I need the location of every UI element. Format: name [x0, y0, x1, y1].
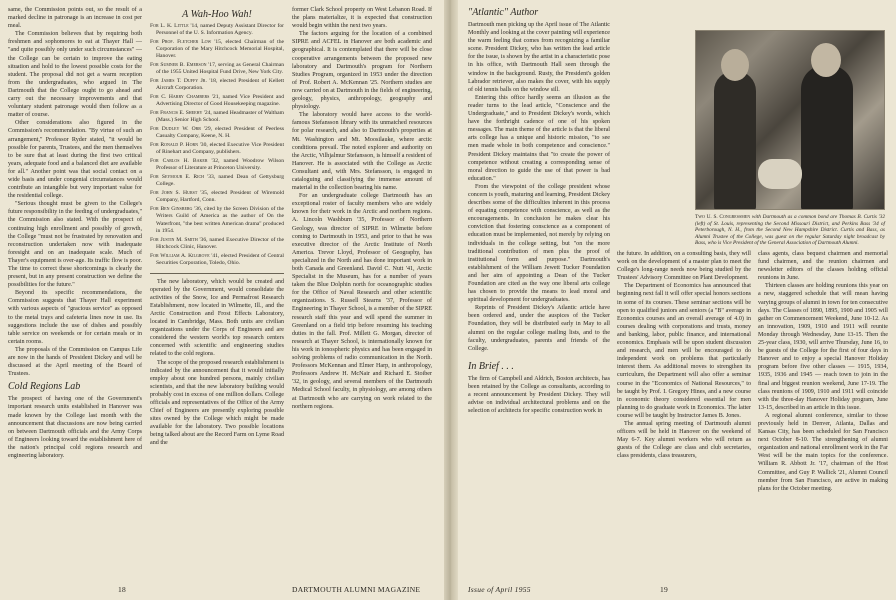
award-item: [150, 39, 284, 61]
paragraph: The laboratory would have access to the world-famous Stefansson library with its unmatched resources for polar research, and also to Dartmouth's properties at Mt. Washington and Mt. Moosilauke, where arctic conditions prevail. The noted explorer and authority on the Arctic, Vilhjalmur Stefansson, is himself a resident of Hanover. He is associated with the College as Arctic Consultant and, with Mrs. Stefansson, is engaged in cataloguing and classifying the immense amount of material in the collection bearing his name.: [292, 112, 432, 192]
award-name: For Francis E. Sheehy '24,: [150, 110, 212, 117]
right-column-2: [617, 250, 751, 566]
award-text: named Executive Director of the Hitchcock Clinic, Hanover.: [156, 236, 284, 250]
wah-hoo-wah-heading: A Wah-Hoo Wah!: [182, 9, 252, 20]
award-name: For C. Harry Chambers '21,: [150, 94, 220, 101]
award-name: For Ronald P. Horn '30,: [150, 142, 208, 149]
award-item: [150, 253, 284, 267]
paragraph: Dartmouth men picking up the April issue of The Atlantic Monthly and looking at the cover painting will experience the warm feeling that comes from recognizing a familiar scene. President Dickey, who has written the lead article for the issue, is shown by the artist in a characteristic pose in his office, with Dartmouth Hall seen through the window in the background. Rusty, the President's golden Labrador retriever, also makes the cover, with his supply of old tennis balls on the window sill.: [468, 22, 610, 93]
award-text: named Deputy Assistant Director for Personnel of the U. S. Information Agency.: [156, 23, 284, 37]
award-text: named Vice President and Advertising Director of Good Housekeeping magazine.: [156, 94, 284, 108]
right-column-1: [468, 4, 610, 564]
magazine-name-footer: DARTMOUTH ALUMNI MAGAZINE: [292, 585, 421, 594]
page-gutter: [444, 0, 458, 600]
paragraph: The scope of the proposed research establishment is indicated by the announcement that it would initially employ about one hundred persons, mainly civilian scientists, and that the new laboratory building would probably cost in excess of one million dollars. College officials and representatives of the Office of the Army Chief of Engineers are presently exploring possible sites owned by the College which might be made available for the laboratory. Two possible locations being talked about are the Record Farm on Lyme Road and the: [150, 359, 284, 447]
award-text: named Woodrow Wilson Professor of Literature at Princeton University.: [156, 158, 284, 172]
award-item: [150, 142, 284, 156]
award-text: elected President of Central Securities Corporation, Toledo, Ohio.: [156, 252, 284, 266]
paragraph: Thirteen classes are holding reunions this year on a new, staggered schedule that will mean having varying groups of alumni in town for ten consecutive days. The Classes of 1890, 1895, 1900 and 1905 will gather on Commencement Weekend, June 10-12. As an innovation, 1909, 1910 and 1911 will reunite Monday through Wednesday, June 13-15. Then the 25-year class, 1930, will arrive Thursday, June 16, to be guests of the College for the first of four days in Hanover and to enjoy a special Hanover Holiday program before five other classes — 1915, 1934, 1935, 1936 and 1945 — reach town to join in the final and biggest reunion weekend, June 17-19. The class reunions of 1909, 1910 and 1911 will coincide with the three-day Hanover Holiday program, June 13-15, described in an article in this issue.: [758, 283, 888, 411]
award-text: elected President of Kellett Aircraft Corporation.: [156, 78, 284, 92]
issue-footer: Issue of April 1955: [468, 585, 531, 594]
award-item: [150, 78, 284, 92]
in-brief-heading: In Brief . . .: [468, 360, 514, 372]
paragraph: Reprints of President Dickey's Atlantic article have been ordered and, under the auspices of the Tucker Foundation, they will be distributed early in May to all alumni on the regular college mailing lists, and to the faculty, undergraduates, parents and friends of the College.: [468, 305, 610, 352]
award-item: [150, 126, 284, 140]
award-text: elected President of Peerless Casualty Company, Keene, N. H.: [156, 126, 284, 140]
right-column-3: [758, 250, 888, 566]
award-item: [150, 94, 284, 108]
award-name: For Prof. Fletcher Low '15,: [150, 39, 223, 45]
photo-figure-right: [801, 65, 853, 210]
award-text: serving as General Chairman of the 1955 United Hospital Fund Drive, New York City.: [156, 62, 284, 76]
left-column-1: [8, 6, 142, 561]
award-name: For Sumner B. Emerson '17,: [150, 62, 217, 69]
award-text: named Dean of Gettysburg College.: [156, 174, 284, 188]
photo-figure-left: [714, 71, 756, 210]
caption-lead: Two U. S. Congressmen: [695, 214, 751, 220]
cold-regions-lab-paragraph: The prospect of having one of the Government's important research units established in Hanover was made known by the College last month with the announcement that discussions are now being carried on between Dartmouth officials and the Army Corps of Engineers looking toward the establishment here of the nation's principal cold regions research and engineering laboratory.: [8, 396, 142, 459]
photo-head-left: [721, 49, 749, 81]
award-name: For Carlos H. Baker '32,: [150, 158, 220, 165]
paragraph: For an undergraduate college Dartmouth has an exceptional roster of faculty members who are widely known for their work in the Arctic and northern regions. A. Lincoln Washburn '35, Professor of Northern Geology, was director of SIPRE in Wilmette before coming to Dartmouth in 1953, and prior to that he was executive director of the Arctic Institute of North America. Trevor Lloyd, Professor of Geography, has specialized in the North and has done important work in both Canada and Greenland. David C. Nutt '41, Arctic Specialist in the Museum, has for a number of years taken the Blue Dolphin north for oceanographic studies for the Office of Naval Research and other scientific organizations. S. Russell Stearns '37, Professor of Engineering in Thayer School, is a member of the SIPRE research staff this year and will spend the summer in Greenland on a field trip before resuming his teaching duties in the fall. Prof. Millett G. Morgan, director of research at Thayer School, is internationally known for his work in ionospheric physics and has been engaged in solving problems of radio communication in the North. Professors McKennan and Elmer Harp, in anthropology, Professors Andrew H. McNair and Richard E. Stoiber '32, in geology, and several members of the Dartmouth Medical School faculty, in physiology, are among others at Dartmouth who are carrying on work related to the northern regions.: [292, 193, 432, 410]
congressmen-photo: [695, 30, 885, 210]
photo-dog: [758, 159, 802, 189]
photo-head-right: [811, 43, 841, 77]
award-name: For Seymour E. Rich '33,: [150, 174, 216, 181]
photo-caption: [695, 214, 885, 247]
award-item: [150, 23, 284, 37]
paragraph: "Serious thought must be given to the College's future responsibility in the feeding of undergraduates," the Commission also stated. With the prospect of continuing high enrollment and possibly of growth, the College "must not be frustrated by renovation and reconstruction undertaken now with inadequate foresight and on an inadequate scale. Much of Thayer's equipment is over-age. Its traffic flow is poor. The time to correct these shortcomings is clearly the present, but in any present construction we define the possibilities for the future.": [8, 201, 142, 289]
award-name: For John S. Hurst '35,: [150, 190, 209, 197]
award-item: [150, 174, 284, 188]
right-page-number: 19: [660, 585, 669, 594]
paragraph: The Commission believes that by requiring both freshmen and sophomores to eat at Thayer Hall — "and quite possibly only under such circumstances" — the College can be certain to improve the eating situation and hold to the lowest possible costs for the student. The proposal did not get a warm reception from the undergraduates, who argued in The Dartmouth that the College ought to go ahead and carry out the necessary improvements and that voluntary student patronage would then follow as a matter of course.: [8, 31, 142, 119]
award-name: For L. K. Little '14,: [150, 23, 199, 29]
award-text: elected Executive Vice President of Rinehart and Company, publishers.: [156, 142, 284, 156]
award-text: elected President of Wiremold Company, Hartford, Conn.: [156, 190, 284, 204]
paragraph: Other considerations also figured in the Commission's recommendation. "By virtue of such an arrangement," Professor Ryder stated, "it would be possible for parents, Trustees, and the men themselves to be sure that at least during the first two critical years, adequate food and a balanced diet are available for all." Another point was that social contact on a wide basis and under congenial circumstances would contribute an intangible but very important value for the residential college.: [8, 120, 142, 200]
section-divider: [150, 273, 284, 274]
award-text: cited by the Screen Division of the Writers Guild of America as the author of On the Waterfront, "the best written American drama" produced in 1954.: [156, 206, 284, 234]
left-column-3: [292, 6, 432, 561]
award-item: [150, 62, 284, 76]
paragraph: The Department of Economics has announced that beginning next fall it will offer special honors sections in some of its courses. These seminar sections will be open to qualified juniors and seniors (a "B" average in Economics courses and an overall average of 4.0) in courses dealing with corporations and trusts, money and banking, labor, public finance, and international economics. Emphasis will be upon student discussion and research, and men will be encouraged to do independent work on problems that particularly interest them. As additional moves to strengthen its curriculum, the Department will also offer a seminar course in the "Economics of National Resources," to be taught by Prof. I. Gregory Hines, and a new course in economic theory considered essential for men planning to do graduate work in Economics. The latter course will be taught by Instructor James B. Jones.: [617, 283, 751, 419]
in-brief-paragraph: The firm of Campbell and Aldrich, Boston architects, has been retained by the College as consultants, according to a recent announcement by President Dickey. They will advise on individual architectural problems and on the selection of architects for specific construction work in: [468, 375, 610, 415]
paragraph: same, the Commission points out, so the result of a marked decline in patronage is an increase in cost per meal.: [8, 7, 142, 30]
award-name: For James T. Duffy Jr. '18,: [150, 78, 218, 85]
award-name: For Ben Ginsberg '36,: [150, 206, 203, 213]
atlantic-author-heading: "Atlantic" Author: [468, 7, 539, 18]
left-page-number: 18: [118, 585, 127, 594]
award-item: [150, 190, 284, 204]
paragraph: From the viewpoint of the college president whose concern is youth, maturing and learning, President Dickey describes some of the difficulties inherent in this process of equating competence with conscience, as well as the encouragements. In conclusion he makes clear his conviction that fostering conscience as a component of education must be implemented, not merely by relying on individuals in the college setting, but "on the more traditional contribution of men plus the proof of institutional form and purpose." Dartmouth's establishment of the William Jewett Tucker Foundation and her aim of appointing a Dean of the Tucker Foundation are cited as the way one liberal arts college has chosen to provide the means to lead moral and spiritual development for undergraduates.: [468, 183, 610, 304]
paragraph: The annual spring meeting of Dartmouth alumni officers will be held in Hanover on the weekend of May 6-7. Key alumni workers who will return as guests of the College are class and club secretaries, class presidents, class treasurers,: [617, 420, 751, 460]
award-text: named Headmaster of Waltham (Mass.) Senior High School.: [156, 110, 284, 124]
award-text: elected Chairman of the Corporation of the Mary Hitchcock Memorial Hospital, Hanover.: [156, 39, 284, 60]
award-item: [150, 110, 284, 124]
award-name: For William A. Kilgrove '41,: [150, 252, 220, 259]
paragraph: The new laboratory, which would be created and operated by the Government, would consolidate the activities of the Snow, Ice and Permafrost Research Establishment, now located in Wilmette, Ill., and the Arctic Construction and Frost Effects Laboratory, located in Cambridge, Mass. Both units are civilian organizations under the Corps of Engineers and are considered the western world's top research centers concerned with scientific and engineering studies related to the cold regions.: [150, 278, 284, 358]
paragraph: Entering this office hardly seems an illusion as the reader turns to the lead article, "Conscience and the Undergraduate," and to President Dickey's words, which have the forthright cadence of one of his spoken messages. The main theme of the article is that the liberal arts college has a unique and historic mission, "to see men made whole in both competence and conscience." President Dickey maintains that "to create the power of competence without creating a corresponding sense of moral direction to guide the use of that power is bad education.": [468, 94, 610, 182]
award-name: For Justin M. Smith '36,: [150, 236, 208, 243]
paragraph: The factors arguing for the location of a combined SIPRE and ACFEL in Hanover are both academic and geographical. It is contemplated that there will be close cooperative arrangements between the proposed new laboratory and Dartmouth's program for Northern Studies Program, organized in 1953 under the direction of Prof. Robert A. McKennan '25. Northern studies are now carried on at Dartmouth in the fields of engineering, geology, physics, anthropology, geography and physiology.: [292, 31, 432, 111]
cold-regions-lab-heading: Cold Regions Lab: [8, 381, 81, 393]
left-column-2: [150, 6, 284, 561]
award-name: For Dudley W. Orr '29,: [150, 126, 213, 133]
paragraph: former Clark School property on West Lebanon Road. If the plans materialize, it is expected that construction would begin within the next two years.: [292, 7, 432, 30]
award-item: [150, 206, 284, 235]
award-item: [150, 237, 284, 251]
wah-hoo-wah-list: [150, 23, 284, 269]
paragraph: A regional alumni conference, similar to those previously held in Denver, Atlanta, Dallas and Kansas City, has been scheduled for San Francisco next October 8-10. The strengthening of alumni organization and national enrollment work in the Far West will be the main topics for the conference. William R. Abbott Jr. '17, chairman of the Host Committee, and Guy P. Wallick '21, Alumni Council member from San Francisco, are active in making plans for the October meeting.: [758, 412, 888, 492]
paragraph: the future. In addition, on a consulting basis, they will work on the development of a master plan to meet the College's long-range needs now being studied by the Trustees' Advisory Committee on Plant Development.: [617, 251, 751, 282]
award-item: [150, 158, 284, 172]
caption-text: with Dartmouth as a common bond are Thomas B. Curtis '32 (left) of St. Louis, representing the Second Missouri District, and Perkins Bass '34 of Peterborough, N. H., from the Second New Hampshire District. Curtis and Bass, as Alumni Trustee of the College, was guest on the regular Saturday night broadcast by Bass, who is Vice President of the General Association of Dartmouth Alumni.: [695, 214, 886, 247]
paragraph: The proposals of the Commission on Campus Life are now in the hands of President Dickey and will be discussed at the April meeting of the Board of Trustees.: [8, 346, 142, 378]
paragraph: class agents, class bequest chairmen and memorial fund chairmen, and the reunion chairmen and newsletter editors of the classes holding official reunions in June.: [758, 251, 888, 282]
paragraph: Beyond its specific recommendations, the Commission suggests that Thayer Hall experiment with various aspects of "gracious service" as opposed to the metal trays and cafeteria lines now in use. Its suggestions include the use of dishes and possibly table service on weekends or for certain meals or in certain rooms.: [8, 290, 142, 345]
